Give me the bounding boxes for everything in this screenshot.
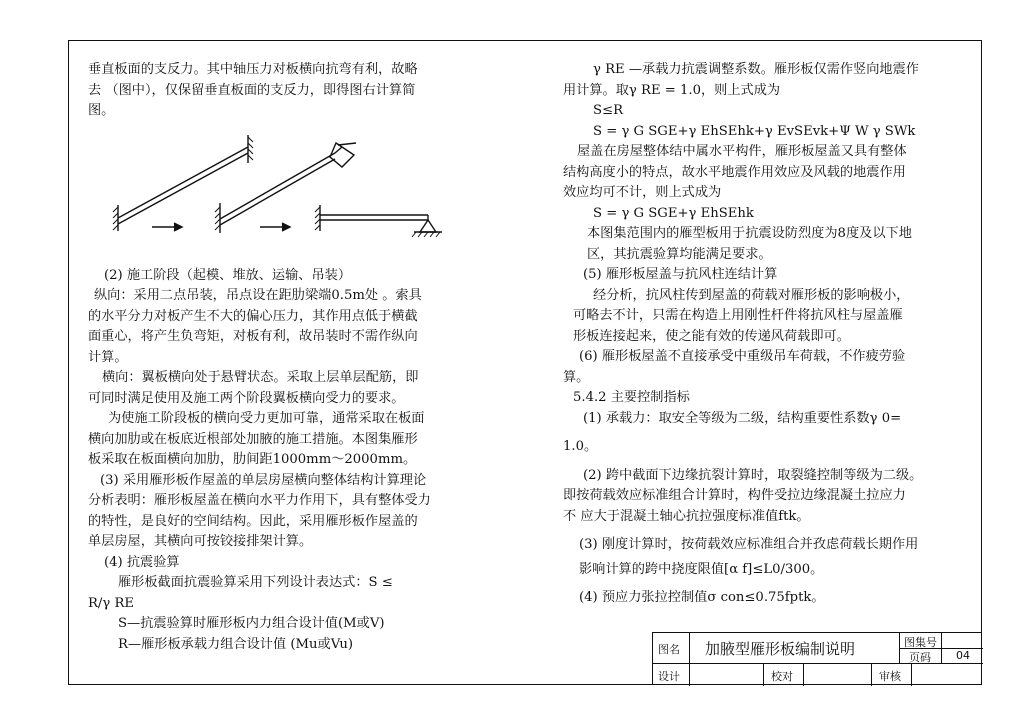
page-label: 页码 xyxy=(909,651,931,664)
right-line: (4) 预应力张拉控制值σ con≤0.75fptk。 xyxy=(579,590,825,605)
left-line: 横向：翼板横向处于悬臂状态。采取上层单层配筋，即 xyxy=(102,370,419,385)
left-line: S—抗震验算时雁形板内力组合设计值(M或V) xyxy=(118,616,385,631)
right-line: 不 应大于混凝土轴心抗拉强度标准值ftk。 xyxy=(563,508,810,524)
left-line: 板采取在板面横向加肋，肋间距1000mm～2000mm。 xyxy=(88,452,417,467)
left-line: R—雁形板承载力组合设计值 (Mu或Vu) xyxy=(118,636,354,652)
design-label: 设计 xyxy=(658,670,680,683)
right-line: 形板连接起来，使之能有效的传递风荷载即可。 xyxy=(573,328,850,344)
right-line: 5.4.2 主要控制指标 xyxy=(573,390,690,405)
left-line: 单层房屋，其横向可按铰接排架计算。 xyxy=(88,534,313,549)
left-line: 雁形板截面抗震验算采用下列设计表达式：S ≤ xyxy=(118,575,393,590)
right-line: 屋盖在房屋整体结中属水平构件，雁形板屋盖又具有整体 xyxy=(577,144,907,159)
right-line: γ RE —承载力抗震调整系数。雁形板仅需作竖向地震作 xyxy=(593,62,919,77)
left-line: 垂直板面的支反力。其中轴压力对板横向抗弯有利，故略 xyxy=(88,62,418,77)
left-line: 图。 xyxy=(88,103,115,118)
left-line: R/γ RE xyxy=(88,595,135,611)
left-line: 面重心，将产生负弯矩，对板有利，故吊装时不需作纵向 xyxy=(88,329,418,344)
right-line: 即按荷载效应标准组合计算时，构件受拉边缘混凝土拉应力 xyxy=(563,488,906,503)
right-line: 本图集范围内的雁型板用于抗震设防烈度为8度及以下地 xyxy=(587,226,912,241)
right-line: S≤R xyxy=(593,103,624,118)
review-label: 审核 xyxy=(879,670,901,683)
right-line: S = γ G SGE+γ EhSEhk+γ EvSEvk+Ψ W γ SWk xyxy=(593,123,916,139)
right-line: (6) 雁形板屋盖不直接承受中重级吊车荷载，不作疲劳验 xyxy=(579,349,906,364)
left-line: 横向加肋或在板底近根部处加腋的施工措施。本图集雁形 xyxy=(88,431,418,447)
left-line: 为使施工阶段板的横向受力更加可靠，通常采取在板面 xyxy=(108,411,425,426)
calculation-diagram xyxy=(110,133,460,245)
right-line: 效应均可不计，则上式成为 xyxy=(563,185,722,200)
left-line: 的水平分力对板产生不大的偏心压力，其作用点低于横截 xyxy=(88,308,418,324)
left-line: 可同时满足使用及施工两个阶段翼板横向受力的要求。 xyxy=(88,390,405,406)
right-line: (5) 雁形板屋盖与抗风柱连结计算 xyxy=(583,267,778,282)
right-line: (3) 刚度计算时，按荷载效应标准组合并孜虑荷载长期作用 xyxy=(579,537,919,552)
page-number: 04 xyxy=(956,649,970,662)
left-line: (3) 采用雁形板作屋盖的单层房屋横向整体结构计算理论 xyxy=(100,472,427,488)
right-text-column xyxy=(563,60,973,609)
figure-name-label: 图名 xyxy=(658,643,680,656)
title-block xyxy=(652,632,982,685)
left-line: (4) 抗震验算 xyxy=(104,554,180,570)
left-line: 去 （图中），仅保留垂直板面的支反力，即得图右计算简 xyxy=(88,82,416,98)
left-line: (2) 施工阶段（起模、堆放、运输、吊装） xyxy=(104,267,352,283)
right-line: 可略去不计，只需在构造上用刚性杆件将抗风柱与屋盖雁 xyxy=(573,308,903,323)
check-label: 校对 xyxy=(771,670,793,683)
left-line: 计算。 xyxy=(88,349,128,365)
right-line: 经分析，抗风柱传到屋盖的荷载对雁形板的影响极小， xyxy=(593,287,910,303)
right-line: (2) 跨中截面下边缘抗裂计算时，取裂缝控制等级为二级。 xyxy=(583,467,923,483)
right-line: 算。 xyxy=(563,369,590,385)
left-line: 纵向：采用二点吊装，吊点设在距肋梁端0.5m处 。索具 xyxy=(94,288,422,303)
right-line: 区，其抗震验算均能满足要求。 xyxy=(587,246,772,262)
right-line: 1.0。 xyxy=(563,439,598,454)
right-line: (1) 承载力：取安全等级为二级，结构重要性系数γ 0= xyxy=(583,410,902,426)
figure-name: 加腋型雁形板编制说明 xyxy=(705,640,856,658)
left-line: 分析表明：雁形板屋盖在横向水平力作用下，具有整体受力 xyxy=(88,493,431,508)
right-line: 结构高度小的特点，故水平地震作用效应及风载的地震作用 xyxy=(563,164,906,180)
right-line: 影响计算的跨中挠度限值[α f]≤L0/300。 xyxy=(579,561,824,577)
atlas-number-label: 图集号 xyxy=(904,636,937,649)
right-line: S = γ G SGE+γ EhSEhk xyxy=(593,205,754,221)
right-line: 用计算。取γ RE = 1.0，则上式成为 xyxy=(563,82,781,98)
left-line: 的特性，是良好的空间结构。因此，采用雁形板作屋盖的 xyxy=(88,513,418,529)
